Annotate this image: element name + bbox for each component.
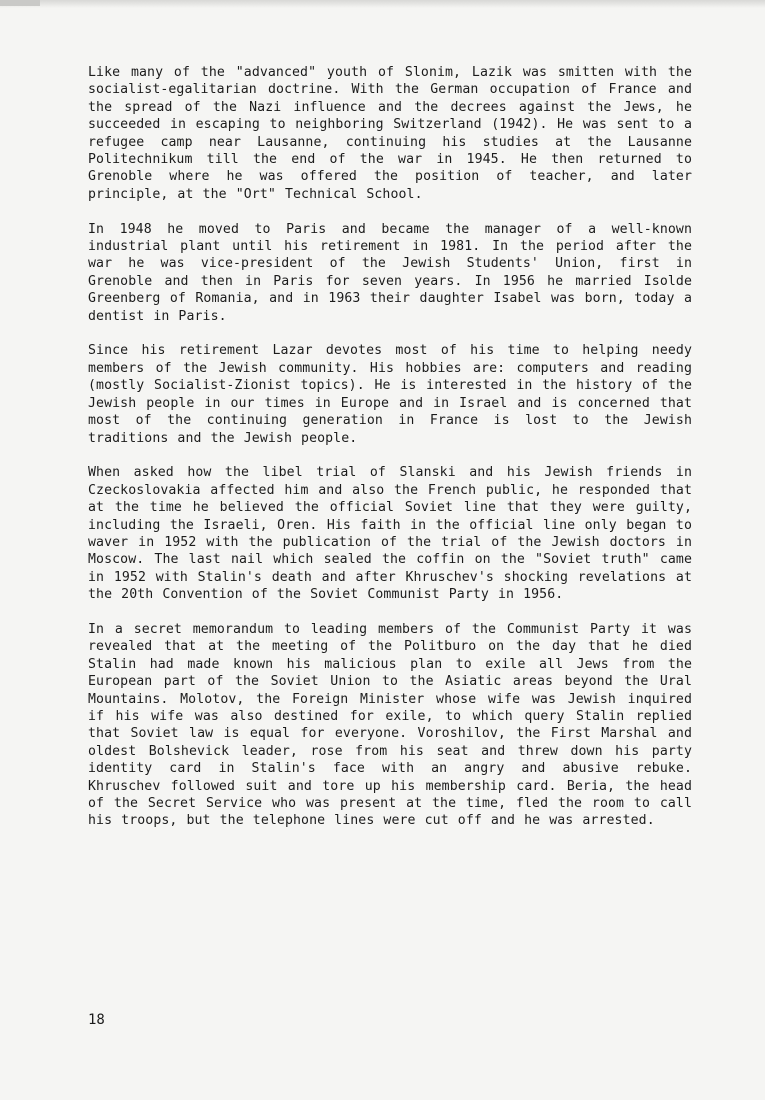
paragraph-3: Since his retirement Lazar devotes most of his time to helping needy members of the Jewish community. His hobbies are: computers and reading (mostly Socialist-Zionist topics). He is interested in the history of the Jewish people in our times in Europe and in Israel and is concerned that most of the continuing generation in France is lost to the Jewish traditions and the Jewish people. <box>88 343 692 446</box>
paragraph-1: Like many of the "advanced" youth of Slonim, Lazik was smitten with the socialist-egalitarian doctrine. With the German occupation of France and the spread of the Nazi influence and the decrees against the Jews, he succeeded in escaping to neighboring Switzerland (1942). He was sent to a refugee camp near Lausanne, continuing his studies at the Lausanne Politechnikum till the end of the war in 1945. He then returned to Grenoble where he was offered the position of teacher, and later principle, at the "Ort" Technical School. <box>88 65 692 202</box>
scan-top-edge <box>0 0 765 8</box>
page-number: 18 <box>88 1012 105 1028</box>
paragraph-5: In a secret memorandum to leading members of the Communist Party it was revealed that at the meeting of the Politburo on the day that he died Stalin had made known his malicious plan to exile all Jews from the European part of the Soviet Union to the Asiatic areas beyond the Ural Mountains. Molotov, the Foreign Minister whose wife was Jewish inquired if his wife was also destined for exile, to which query Stalin replied that Soviet law is equal for everyone. Voroshilov, the First Marshal and oldest Bolshevick leader, rose from his seat and threw down his party identity card in Stalin's face with an angry and abusive rebuke. Khruschev followed suit and tore up his membership card. Beria, the head of the Secret Service who was present at the time, fled the room to call his troops, but the telephone lines were cut off and he was arrested. <box>88 621 692 829</box>
body-text <box>88 64 692 847</box>
scan-corner-mark <box>0 0 40 6</box>
paragraph-4: When asked how the libel trial of Slanski and his Jewish friends in Czeckoslovakia affected him and also the French public, he responded that at the time he believed the official Soviet line that they were guilty, including the Israeli, Oren. His faith in the official line only began to waver in 1952 with the publication of the trial of the Jewish doctors in Moscow. The last nail which sealed the coffin on the "Soviet truth" came in 1952 with Stalin's death and after Khruschev's shocking revelations at the 20th Convention of the Soviet Communist Party in 1956. <box>88 465 692 603</box>
paragraph-2: In 1948 he moved to Paris and became the manager of a well-known industrial plant until his retirement in 1981. In the period after the war he was vice-president of the Jewish Students' Union, first in Grenoble and then in Paris for seven years. In 1956 he married Isolde Greenberg of Romania, and in 1963 their daughter Isabel was born, today a dentist in Paris. <box>88 221 692 324</box>
